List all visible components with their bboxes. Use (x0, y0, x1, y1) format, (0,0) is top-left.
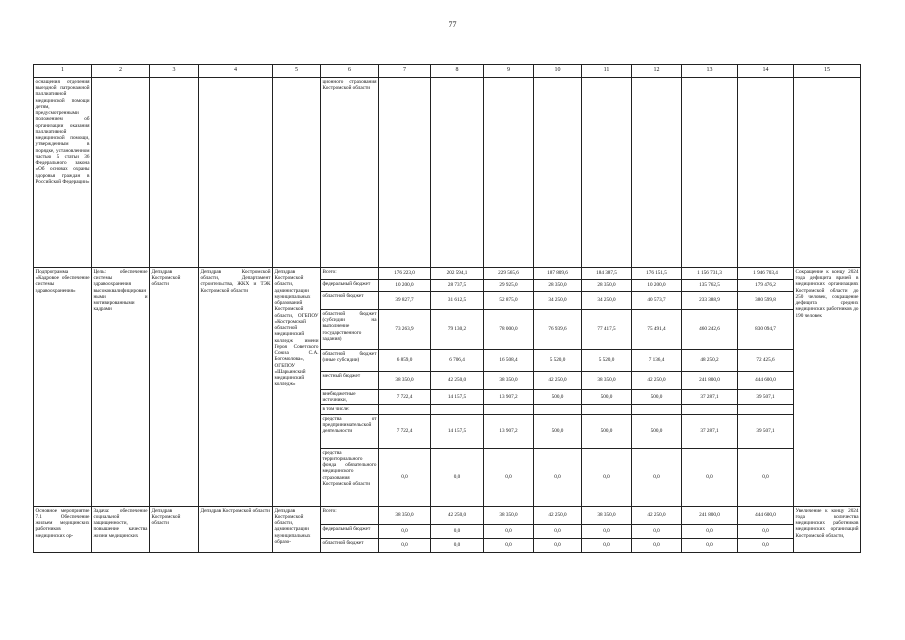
event-source-label: областной бюджет (321, 538, 379, 552)
col-header-15: 15 (794, 65, 861, 78)
subprogram-value: 39 507,1 (738, 390, 794, 405)
subprogram-value: 830 094,7 (738, 310, 794, 350)
subprogram-value: 29 925,0 (484, 280, 534, 292)
subprogram-value: 233 388,9 (682, 292, 738, 310)
subprogram-value: 10 200,0 (379, 280, 431, 292)
event-c3: Депздрав Костромской области (150, 506, 199, 552)
subprogram-value: 500,0 (534, 414, 582, 448)
cont-col6: ционного страхования Костромской области (321, 78, 379, 268)
subprogram-value: 0,0 (582, 448, 632, 506)
subprogram-value: 7 722,4 (379, 414, 431, 448)
subprogram-value (379, 405, 431, 414)
event-value: 0,0 (738, 538, 794, 552)
subprogram-c5: Депздрав Костромской области, администрации муниципальных образований Костромской области, ОГБПОУ «Костромской областной медицинский колледж имени Героя Советского Союза С.А. Богомолова», ОГБПОУ «Шарьинский медицинский колледж» (273, 268, 321, 507)
subprogram-value: 52 875,0 (484, 292, 534, 310)
subprogram-value: 38 350,0 (379, 372, 431, 390)
event-value: 0,0 (534, 524, 582, 538)
subprogram-value (632, 405, 682, 414)
subprogram-c3: Депздрав Костромской области (150, 268, 199, 507)
event-value: 0,0 (431, 524, 484, 538)
subprogram-value: 38 350,0 (484, 372, 534, 390)
subprogram-value: 0,0 (632, 448, 682, 506)
event-c1: Основное мероприятие 7.1 Обеспечение жильем медицинских работников медицинских ор- (34, 506, 92, 552)
event-value: 42 250,0 (431, 506, 484, 524)
subprogram-value: 10 200,0 (632, 280, 682, 292)
subprogram-c4: Депздрав Костромской области, Департамент строительства, ЖКХ и ТЭК Костромской области (199, 268, 273, 507)
event-value: 0,0 (632, 538, 682, 552)
subprogram-value: 76 939,6 (534, 310, 582, 350)
event-value: 0,0 (682, 524, 738, 538)
subprogram-value: 0,0 (738, 448, 794, 506)
subprogram-value: 176 223,0 (379, 268, 431, 280)
subprogram-source-label: в том числе: (321, 405, 379, 414)
subprogram-value: 500,0 (632, 414, 682, 448)
subprogram-source-label: областной бюджет (субсидии на выполнение государственного задания) (321, 310, 379, 350)
subprogram-result: Сокращение к концу 2024 года дефицита врачей в медицинских организациях Костромской области до 250 человек, сокращение дефицита средних медицинских работников до 190 человек (794, 268, 861, 507)
subprogram-value: 40 573,7 (632, 292, 682, 310)
subprogram-value: 28 350,0 (534, 280, 582, 292)
subprogram-value: 500,0 (534, 390, 582, 405)
subprogram-value: 14 157,5 (431, 390, 484, 405)
event-value: 444 600,0 (738, 506, 794, 524)
subprogram-source-label: средства от предпринимательской деятельности (321, 414, 379, 448)
subprogram-value: 79 130,2 (431, 310, 484, 350)
subprogram-value: 48 250,2 (682, 350, 738, 372)
col-header-10: 10 (534, 65, 582, 78)
subprogram-value: 1 156 731,3 (682, 268, 738, 280)
event-value: 0,0 (632, 524, 682, 538)
subprogram-value: 187 809,6 (534, 268, 582, 280)
event-value: 0,0 (484, 524, 534, 538)
event-value: 38 350,0 (379, 506, 431, 524)
subprogram-value: 0,0 (431, 448, 484, 506)
subprogram-source-label: областной бюджет (иные субсидии) (321, 350, 379, 372)
col-header-14: 14 (738, 65, 794, 78)
subprogram-value: 179 476,2 (738, 280, 794, 292)
subprogram-value: 75 491,4 (632, 310, 682, 350)
subprogram-value: 14 157,5 (431, 414, 484, 448)
subprogram-value: 31 612,5 (431, 292, 484, 310)
subprogram-value: 184 387,5 (582, 268, 632, 280)
subprogram-value (738, 405, 794, 414)
subprogram-value: 73 263,9 (379, 310, 431, 350)
col-header-11: 11 (582, 65, 632, 78)
event-value: 0,0 (582, 538, 632, 552)
col-header-8: 8 (431, 65, 484, 78)
subprogram-value: 229 565,6 (484, 268, 534, 280)
subprogram-value: 34 250,0 (534, 292, 582, 310)
subprogram-source-label: Всего: (321, 268, 379, 280)
subprogram-value: 42 250,0 (431, 372, 484, 390)
event-c5: Депздрав Костромской области, администрации муниципальных образо- (273, 506, 321, 552)
subprogram-value: 38 350,0 (582, 372, 632, 390)
event-value: 0,0 (484, 538, 534, 552)
event-value: 38 350,0 (582, 506, 632, 524)
col-header-13: 13 (682, 65, 738, 78)
col-header-12: 12 (632, 65, 682, 78)
event-row (34, 506, 861, 524)
col-header-7: 7 (379, 65, 431, 78)
col-header-5: 5 (273, 65, 321, 78)
subprogram-value: 500,0 (582, 414, 632, 448)
subprogram-value: 34 250,0 (582, 292, 632, 310)
subprogram-value: 0,0 (379, 448, 431, 506)
col-header-2: 2 (92, 65, 150, 78)
subprogram-value (484, 405, 534, 414)
subprogram-source-label: средства территориального фонда обязательного медицинского страхования Костромской области (321, 448, 379, 506)
subprogram-value: 13 907,2 (484, 390, 534, 405)
subprogram-value: 28 350,0 (582, 280, 632, 292)
subprogram-value (431, 405, 484, 414)
event-value: 42 250,0 (632, 506, 682, 524)
subprogram-value: 7 136,4 (632, 350, 682, 372)
event-source-label: Всего: (321, 506, 379, 524)
subprogram-value: 5 520,0 (582, 350, 632, 372)
subprogram-value: 13 907,2 (484, 414, 534, 448)
subprogram-value: 176 151,5 (632, 268, 682, 280)
event-source-label: федеральный бюджет (321, 524, 379, 538)
subprogram-value (582, 405, 632, 414)
continuation-row (34, 78, 861, 268)
cont-col1: оснащения отделения выездной патронажной паллиативной медицинской помощи детям, предусмотренными положением об организации оказания паллиативной медицинской помощи, утвержденным в порядке, установленном частью 5 статьи 36 Федерального закона «Об основах охраны здоровья граждан в Российской Федерации» (34, 78, 92, 268)
subprogram-value: 28 737,5 (431, 280, 484, 292)
header-row (34, 65, 861, 78)
col-header-6: 6 (321, 65, 379, 78)
event-value: 0,0 (738, 524, 794, 538)
subprogram-value (682, 405, 738, 414)
subprogram-row (34, 268, 861, 280)
subprogram-c2: Цель: обеспечение системы здравоохранения высококвалифицированными и мотивированными кадрами (92, 268, 150, 507)
subprogram-value: 42 250,0 (534, 372, 582, 390)
event-result: Увеличение к концу 2024 года количества медицинских работников медицинских организаций Костромской области, (794, 506, 861, 552)
event-value: 0,0 (534, 538, 582, 552)
subprogram-value: 5 520,0 (534, 350, 582, 372)
event-value: 0,0 (379, 524, 431, 538)
subprogram-value (534, 405, 582, 414)
subprogram-value: 37 287,1 (682, 390, 738, 405)
subprogram-c1: Подпрограмма «Кадровое обеспечение системы здравоохранения» (34, 268, 92, 507)
subprogram-value: 0,0 (534, 448, 582, 506)
subprogram-value: 444 600,0 (738, 372, 794, 390)
subprogram-value: 0,0 (682, 448, 738, 506)
col-header-4: 4 (199, 65, 273, 78)
subprogram-value: 6 706,4 (431, 350, 484, 372)
event-value: 0,0 (582, 524, 632, 538)
event-value: 241 800,0 (682, 506, 738, 524)
event-value: 38 350,0 (484, 506, 534, 524)
page-number: 77 (448, 20, 457, 29)
subprogram-value: 460 242,6 (682, 310, 738, 350)
subprogram-value: 7 722,4 (379, 390, 431, 405)
col-header-3: 3 (150, 65, 199, 78)
subprogram-value: 39 507,1 (738, 414, 794, 448)
subprogram-value: 0,0 (484, 448, 534, 506)
financing-table (33, 64, 861, 553)
subprogram-value: 37 287,1 (682, 414, 738, 448)
col-header-1: 1 (34, 65, 92, 78)
subprogram-source-label: федеральный бюджет (321, 280, 379, 292)
subprogram-value: 500,0 (582, 390, 632, 405)
subprogram-source-label: внебюджетные источники, (321, 390, 379, 405)
subprogram-value: 500,0 (632, 390, 682, 405)
col-header-9: 9 (484, 65, 534, 78)
event-c4: Депздрав Костромской области (199, 506, 273, 552)
subprogram-value: 6 859,0 (379, 350, 431, 372)
event-c2: Задача: обеспечение социальной защищенности, повышение качества жизни медицинских (92, 506, 150, 552)
event-value: 0,0 (431, 538, 484, 552)
subprogram-value: 39 827,7 (379, 292, 431, 310)
subprogram-value: 135 762,5 (682, 280, 738, 292)
event-value: 0,0 (682, 538, 738, 552)
subprogram-value: 77 417,5 (582, 310, 632, 350)
subprogram-value: 202 594,1 (431, 268, 484, 280)
event-value: 42 250,0 (534, 506, 582, 524)
subprogram-value: 42 250,0 (632, 372, 682, 390)
subprogram-value: 72 425,6 (738, 350, 794, 372)
subprogram-value: 78 000,0 (484, 310, 534, 350)
event-value: 0,0 (379, 538, 431, 552)
subprogram-value: 16 508,4 (484, 350, 534, 372)
subprogram-value: 241 800,0 (682, 372, 738, 390)
subprogram-source-label: местный бюджет (321, 372, 379, 390)
subprogram-source-label: областной бюджет (321, 292, 379, 310)
subprogram-value: 380 599,8 (738, 292, 794, 310)
subprogram-value: 1 946 703,4 (738, 268, 794, 280)
